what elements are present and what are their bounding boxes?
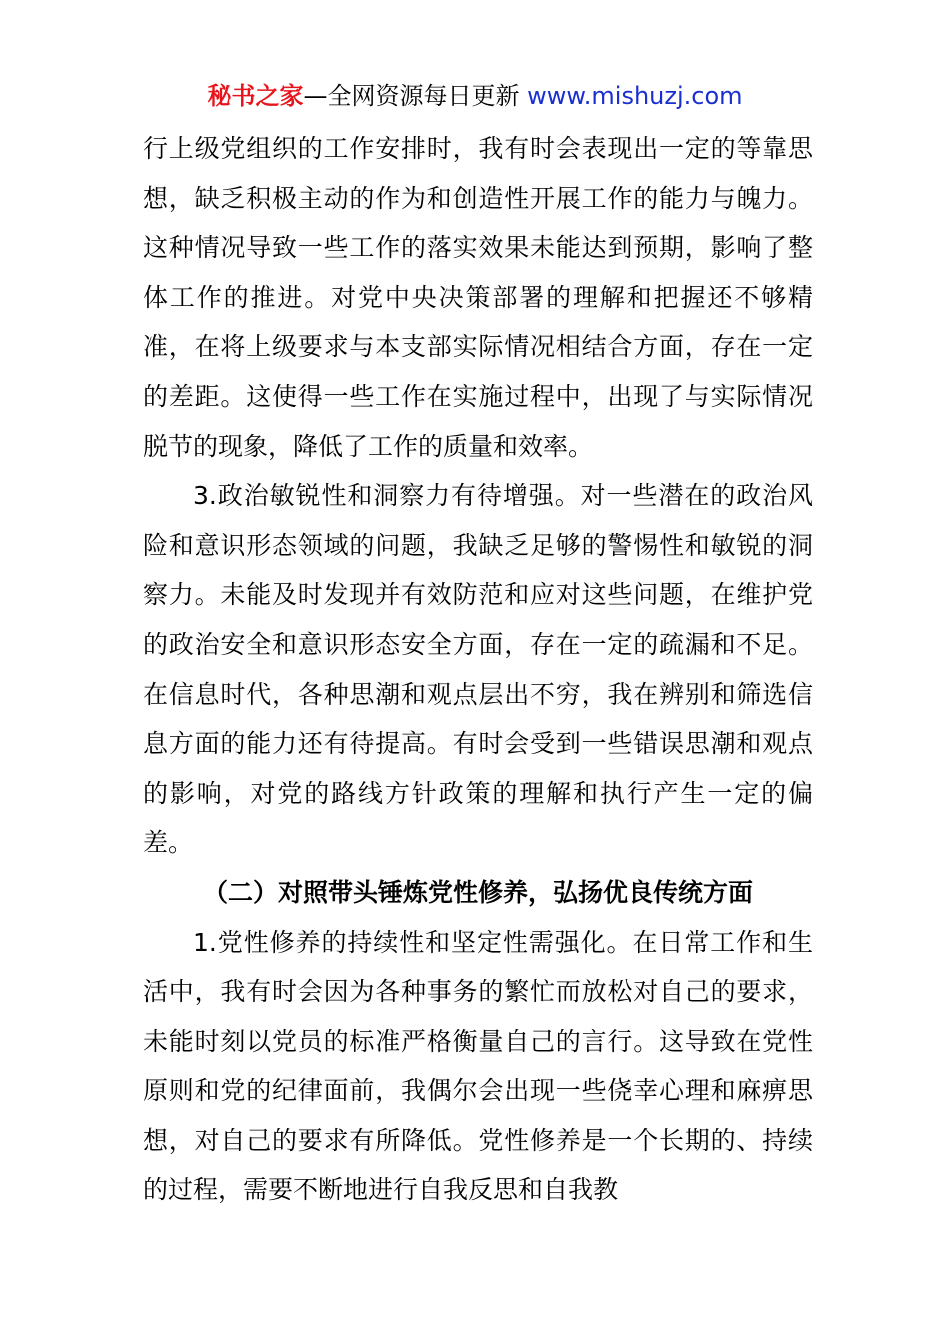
header-tagline: —全网资源每日更新: [303, 82, 528, 110]
section-heading: （二）对照带头锤炼党性修养，弘扬优良传统方面: [202, 877, 753, 907]
paragraph-continued: 行上级党组织的工作安排时，我有时会表现出一定的等靠思想，缺乏积极主动的作为和创造性开展工作的能力与魄力。这种情况导致一些工作的落实效果未能达到预期，影响了整体工作的推进。对党中央决策部署的理解和把握还不够精准，在将上级要求与本支部实际情况相结合方面，存在一定的差距。这使得一些工作在实施过程中，出现了与实际情况脱节的现象，降低了工作的质量和效率。: [143, 134, 813, 461]
paragraph-party-cultivation: 1.党性修养的持续性和坚定性需强化。在日常工作和生活中，我有时会因为各种事务的繁忙而放松对自己的要求，未能时刻以党员的标准严格衡量自己的言行。这导致在党性原则和党的纪律面前，我偶尔会出现一些侥幸心理和麻痹思想，对自己的要求有所降低。党性修养是一个长期的、持续的过程，需要不断地进行自我反思和自我教: [143, 927, 813, 1205]
brand-name: 秘书之家: [207, 82, 304, 110]
watermark-header: [0, 80, 950, 112]
document-body: [143, 124, 813, 1215]
site-url[interactable]: www.mishuzj.com: [527, 82, 743, 110]
paragraph-political-sensitivity: 3.政治敏锐性和洞察力有待增强。对一些潜在的政治风险和意识形态领域的问题，我缺乏足够的警惕性和敏锐的洞察力。未能及时发现并有效防范和应对这些问题，在维护党的政治安全和意识形态安全方面，存在一定的疏漏和不足。在信息时代，各种思潮和观点层出不穷，我在辨别和筛选信息方面的能力还有待提高。有时会受到一些错误思潮和观点的影响，对党的路线方针政策的理解和执行产生一定的偏差。: [143, 481, 813, 858]
